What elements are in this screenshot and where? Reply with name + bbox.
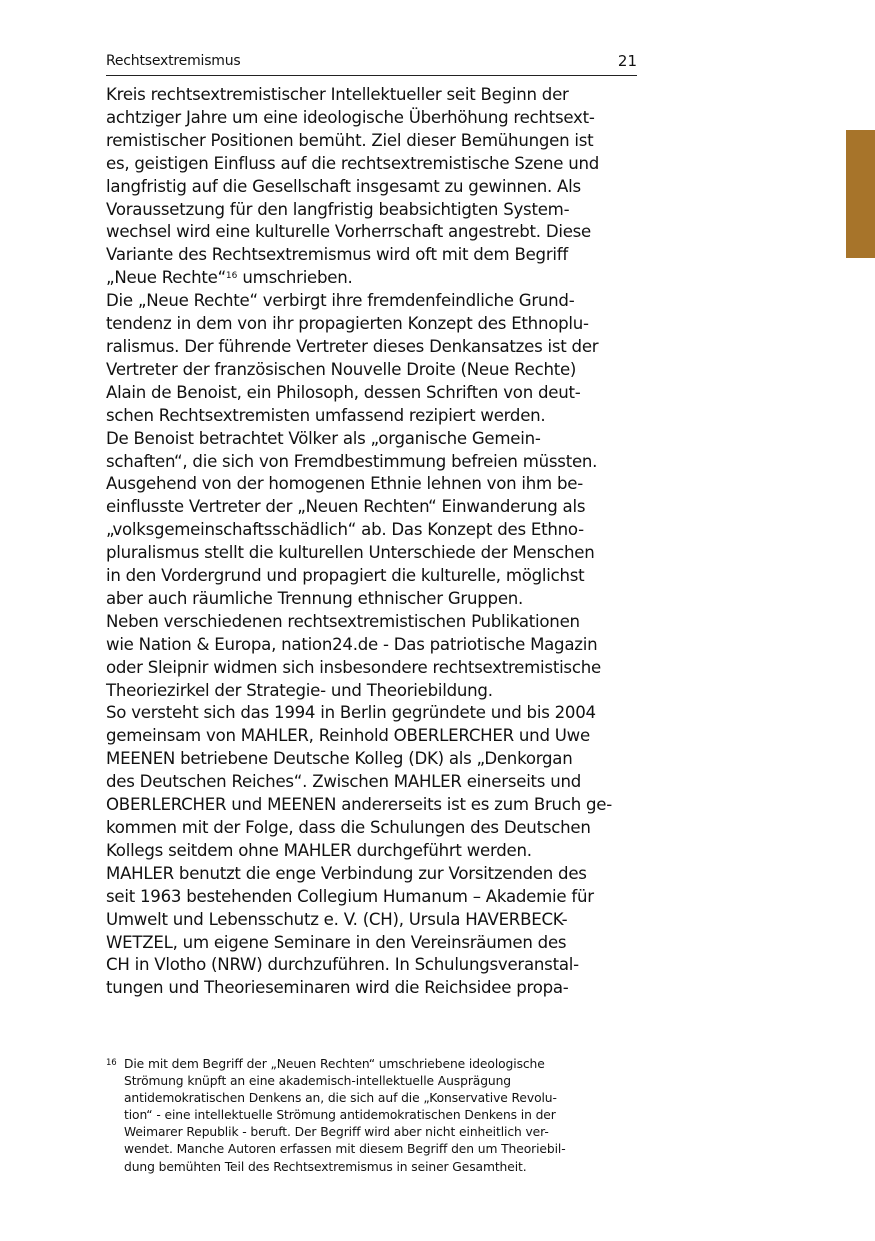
page-number: 21 [617,52,637,70]
body-line: CH in Vlotho (NRW) durchzuführen. In Schulungsveranstal- [106,955,579,975]
body-line: So versteht sich das 1994 in Berlin gegründete und bis 2004 [106,703,596,723]
footnote [106,1056,646,1176]
body-line: wechsel wird eine kulturelle Vorherrschaft angestrebt. Diese [106,222,592,242]
chapter-tab-marker [846,130,875,258]
body-line: wie Nation & Europa, nation24.de - Das patriotische Magazin [106,634,598,654]
body-line: Variante des Rechtsextremismus wird oft mit dem Begriff [106,245,568,265]
body-line: WETZEL, um eigene Seminare in den Vereinsräumen des [106,932,567,952]
body-line: gemeinsam von MAHLER, Reinhold OBERLERCHER und Uwe [106,726,590,746]
running-header-title: Rechtsextremismus [106,53,241,69]
body-line: OBERLERCHER und MEENEN andererseits ist es zum Bruch ge- [106,795,612,815]
body-line: schen Rechtsextremisten umfassend rezipiert werden. [106,405,546,425]
body-line [106,267,646,290]
term-neue-rechte: „Neue Rechte“ [106,268,226,288]
footnote-line: antidemokratischen Denkens an, die sich auf die „Konservative Revolu- [124,1091,557,1106]
body-line: schaften“, die sich von Fremdbestimmung befreien müssten. [106,451,598,471]
running-header [106,52,637,76]
footnote-line: wendet. Manche Autoren erfassen mit diesem Begriff den um Theoriebil- [124,1142,566,1157]
body-line: ralismus. Der führende Vertreter dieses Denkansatzes ist der [106,336,599,356]
body-line: es, geistigen Einfluss auf die rechtsextremistische Szene und [106,153,600,173]
body-line: Die „Neue Rechte“ verbirgt ihre fremdenfeindliche Grund- [106,291,575,311]
footnote-line: dung bemühten Teil des Rechtsextremismus in seiner Gesamtheit. [124,1159,527,1174]
body-line: langfristig auf die Gesellschaft insgesamt zu gewinnen. Als [106,176,581,196]
body-line: MAHLER benutzt die enge Verbindung zur Vorsitzenden des [106,863,587,883]
body-line: in den Vordergrund und propagiert die kulturelle, möglichst [106,566,585,586]
body-line: MEENEN betriebene Deutsche Kolleg (DK) als „Denkorgan [106,749,573,769]
body-line: Theoriezirkel der Strategie- und Theoriebildung. [106,680,493,700]
body-line: einflusste Vertreter der „Neuen Rechten“ Einwanderung als [106,497,586,517]
body-line: seit 1963 bestehenden Collegium Humanum – Akademie für [106,886,594,906]
body-line: Alain de Benoist, ein Philosoph, dessen Schriften von deut- [106,382,581,402]
body-line: oder Sleipnir widmen sich insbesondere rechtsextremistische [106,657,601,677]
footnote-body [124,1056,646,1176]
body-line: Vertreter der französischen Nouvelle Droite (Neue Rechte) [106,359,577,379]
footnote-line: tion“ - eine intellektuelle Strömung antidemokratischen Denkens in der [124,1108,556,1123]
body-line: „volksgemeinschaftsschädlich“ ab. Das Konzept des Ethno- [106,520,584,540]
footnote-number: 16 [106,1058,117,1068]
body-line: remistischer Positionen bemüht. Ziel dieser Bemühungen ist [106,130,594,150]
body-line: aber auch räumliche Trennung ethnischer Gruppen. [106,588,524,608]
body-line: Neben verschiedenen rechtsextremistischen Publikationen [106,611,580,631]
footnote-reference[interactable]: 16 [225,271,238,282]
body-line-tail: umschrieben. [237,268,353,288]
body-line: kommen mit der Folge, dass die Schulungen des Deutschen [106,818,591,837]
body-line: tendenz in dem von ihr propagierten Konzept des Ethnoplu- [106,314,589,334]
body-line: pluralismus stellt die kulturellen Unterschiede der Menschen [106,543,595,563]
body-line: des Deutschen Reiches“. Zwischen MAHLER einerseits und [106,772,582,792]
body-line: Kollegs seitdem ohne MAHLER durchgeführt werden. [106,840,532,860]
footnote-line: Die mit dem Begriff der „Neuen Rechten“ umschriebene ideologische [124,1057,545,1071]
body-line: Umwelt und Lebensschutz e. V. (CH), Ursula HAVERBECK- [106,909,568,929]
body-line: De Benoist betrachtet Völker als „organische Gemein- [106,428,541,448]
footnote-line: Strömung knüpft an eine akademisch-intellektuelle Ausprägung [124,1074,512,1089]
body-line: tungen und Theorieseminaren wird die Reichsidee propa- [106,978,569,998]
footnote-line: Weimarer Republik - beruft. Der Begriff wird aber nicht einheitlich ver- [124,1125,549,1140]
body-line: Voraussetzung für den langfristig beabsichtigten System- [106,199,570,219]
body-line: Ausgehend von der homogenen Ethnie lehnen von ihm be- [106,474,583,494]
body-line: Kreis rechtsextremistischer Intellektueller seit Beginn der [106,85,569,104]
body-text [106,84,646,1000]
body-line: achtziger Jahre um eine ideologische Überhöhung rechtsext- [106,107,595,127]
